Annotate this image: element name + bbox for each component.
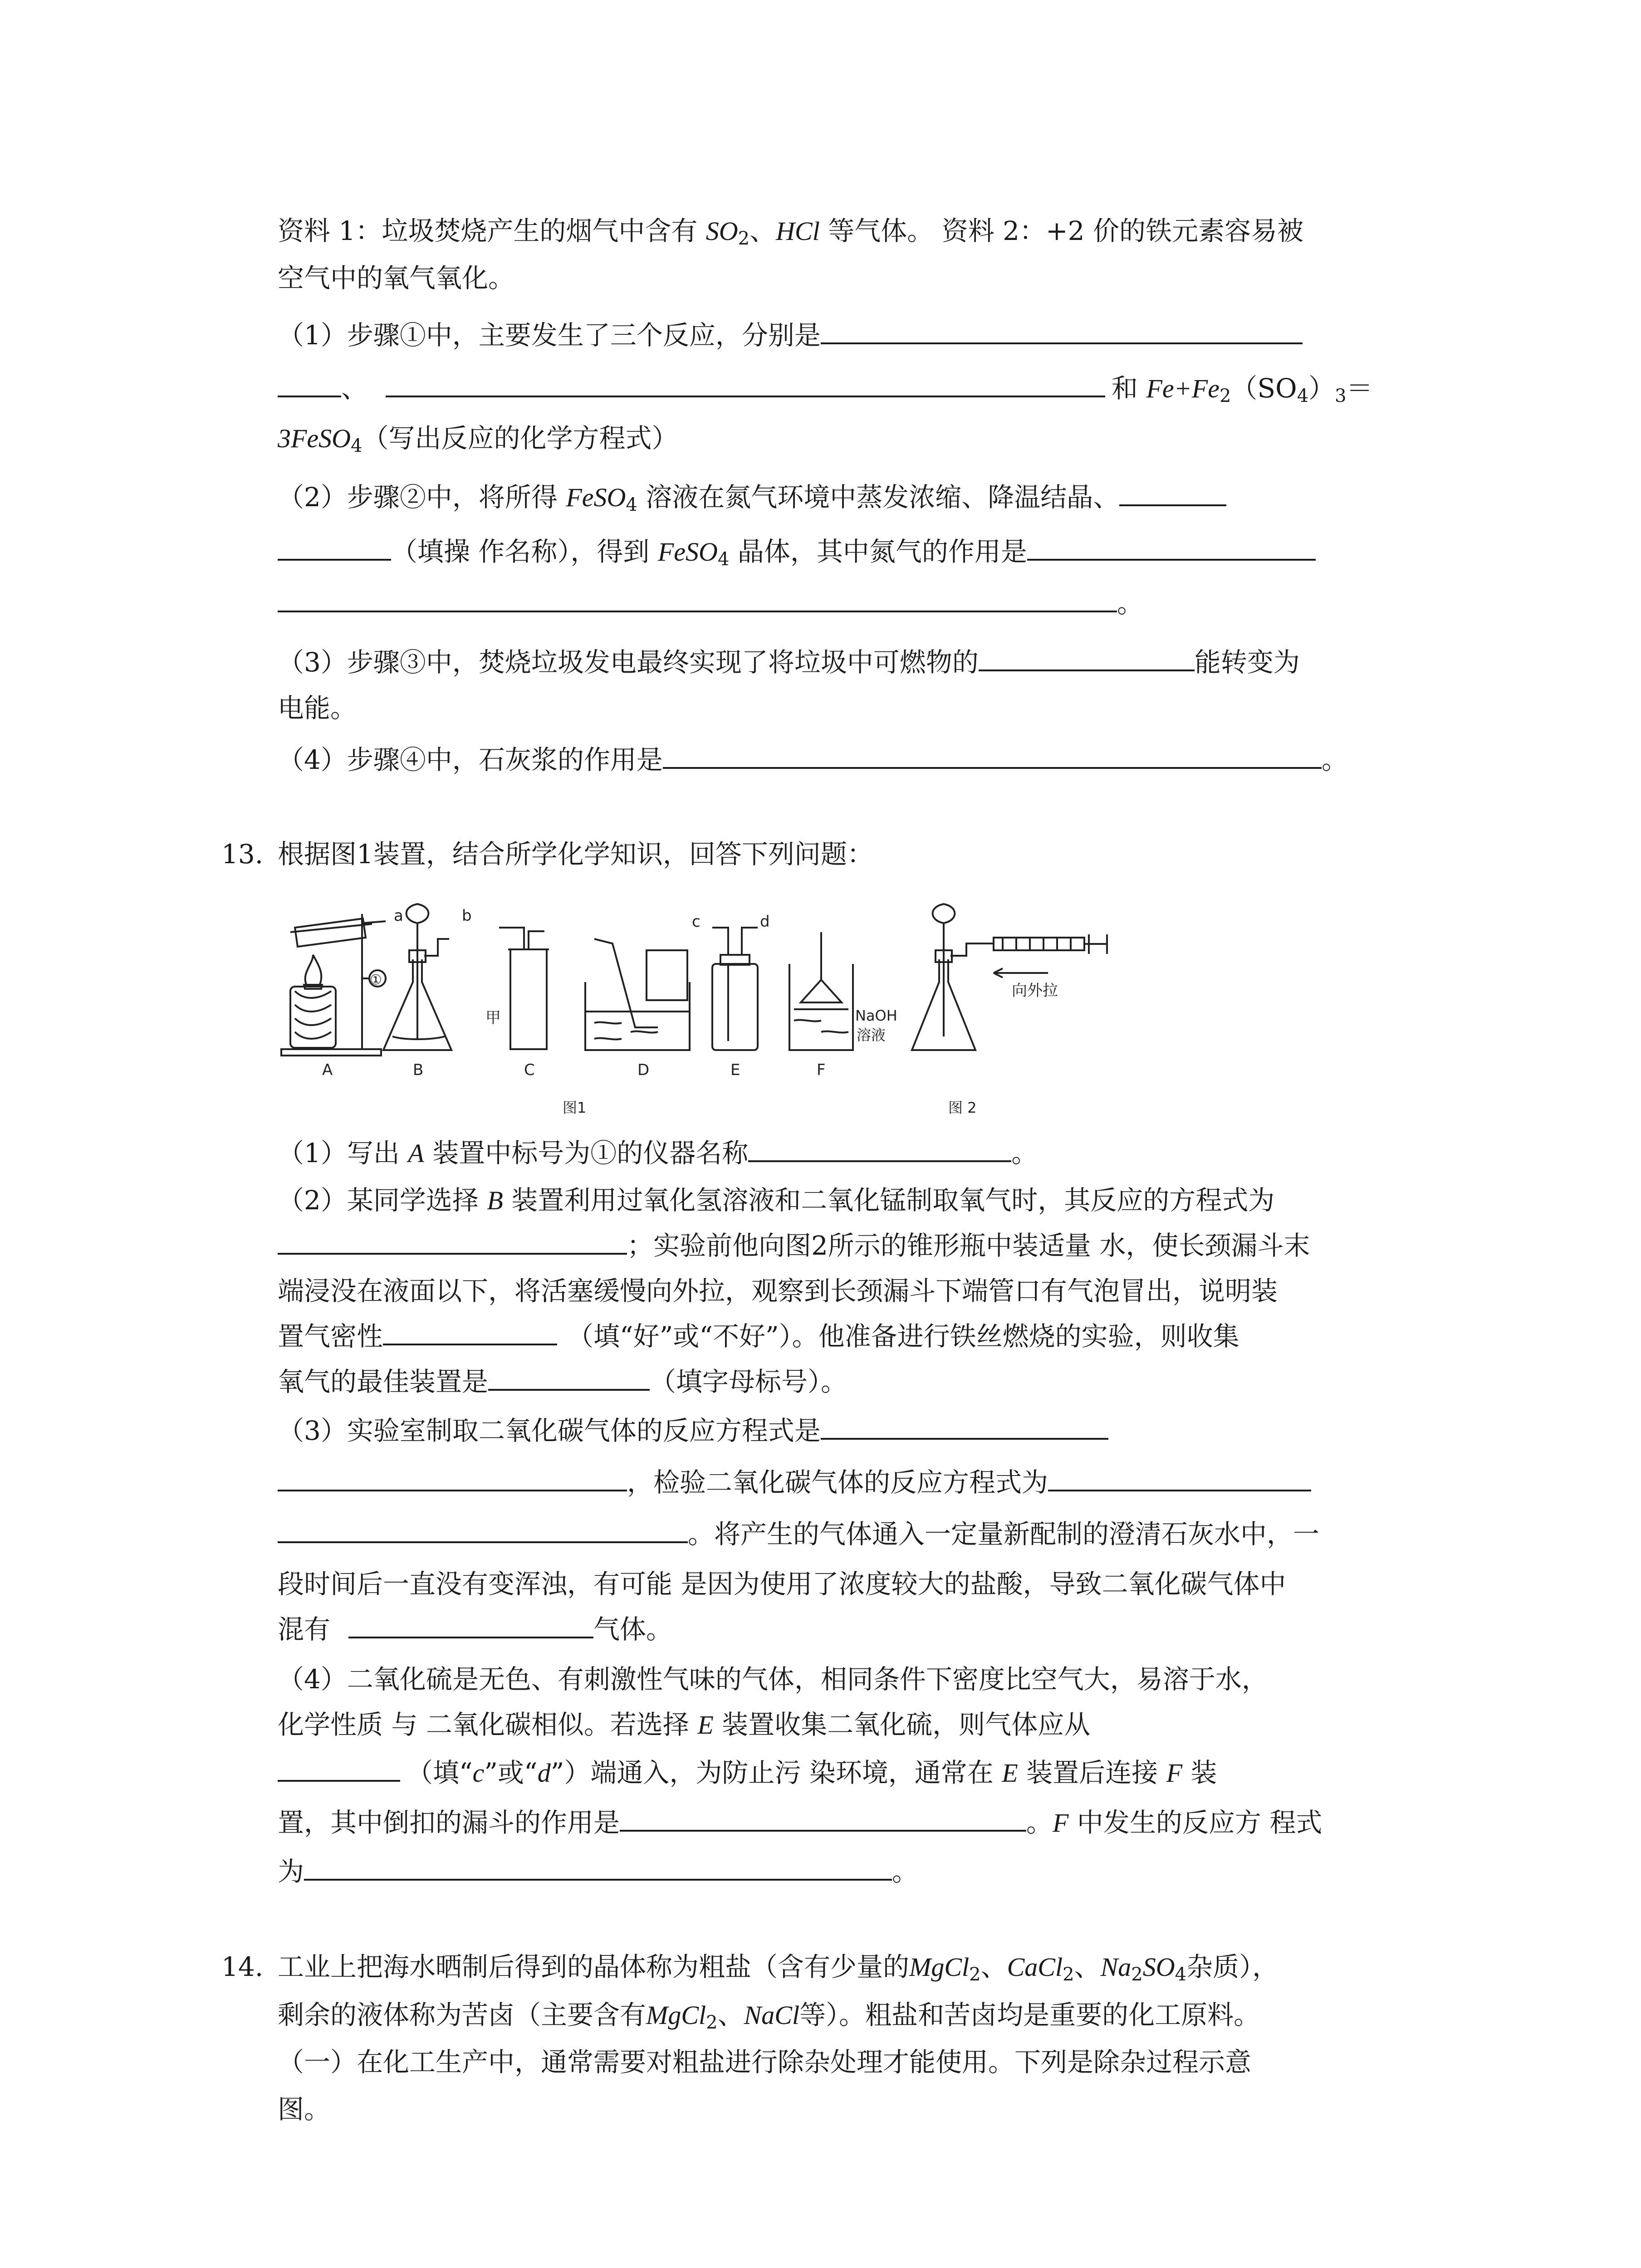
- q12-step2-text: 溶液在氮气环境中蒸发浓缩、降温结晶、: [637, 482, 1120, 513]
- q12-step1-line-3: [278, 417, 678, 459]
- label-b-tube: b: [462, 907, 472, 925]
- label-e: E: [730, 1061, 740, 1079]
- feso4-formula: 3FeSO: [278, 424, 351, 453]
- period: 。: [892, 1856, 919, 1887]
- q12-step3-line-2: 电能。: [278, 693, 357, 723]
- answer-blank[interactable]: [979, 644, 1195, 671]
- subscript: 4: [1297, 386, 1309, 406]
- na2so4-formula: SO: [1142, 1952, 1175, 1982]
- period: 。: [1321, 744, 1348, 775]
- fe-formula: Fe+Fe: [1146, 374, 1220, 403]
- period: 。: [1117, 588, 1144, 619]
- subscript: 2: [706, 2012, 718, 2033]
- q14-text: 剩余的液体称为苦卤（主要含有: [278, 1999, 647, 2030]
- answer-blank[interactable]: [748, 1135, 1011, 1162]
- q14-line-3: （一）在化工生产中，通常需要对粗盐进行除杂处理才能使用。下列是除杂过程示意: [278, 2047, 1252, 2077]
- label-b-ref: B: [487, 1186, 503, 1215]
- q13-intro: 根据图1装置，结合所学化学知识，回答下列问题：: [278, 839, 873, 870]
- q14-text: 杂质），: [1186, 1951, 1279, 1982]
- subscript: 4: [626, 494, 637, 515]
- q13-part3-line-3: [278, 1513, 1319, 1555]
- label-c-tube: c: [692, 913, 700, 931]
- q12-step2-text: （2）步骤②中，将所得: [278, 482, 566, 513]
- q13-part3-line-1: [278, 1410, 1108, 1452]
- separator: 、: [980, 1951, 1007, 1982]
- q13-text: 混有: [278, 1614, 331, 1645]
- q14-text: 等）。粗盐和苦卤均是重要的化工原料。: [799, 1999, 1260, 2030]
- q13-text: ；实验前他向图2所示的锥形瓶中装适量 水，使长颈漏斗末: [627, 1230, 1310, 1261]
- label-a-tube: a: [394, 907, 403, 925]
- equals-sign: ＝: [1346, 373, 1373, 404]
- answer-blank[interactable]: [278, 1516, 688, 1543]
- q14-line-1: [278, 1946, 1279, 1988]
- answer-blank[interactable]: [278, 1464, 627, 1491]
- q13-part4-line-2: [278, 1704, 1090, 1746]
- separator: 、: [717, 1999, 744, 2030]
- q13-text: （填字母标号）。: [650, 1366, 847, 1397]
- answer-blank[interactable]: [1027, 533, 1316, 561]
- label-b: B: [413, 1061, 424, 1079]
- q13-text: （3）实验室制取二氧化碳气体的反应方程式是: [278, 1415, 821, 1446]
- subscript: 2: [1063, 1964, 1074, 1985]
- q13-text: ，检验二氧化碳气体的反应方程式为: [627, 1467, 1048, 1498]
- hcl-formula: HCl: [776, 216, 820, 246]
- fig1-caption: 图1: [563, 1099, 587, 1116]
- subscript: 4: [1175, 1964, 1187, 1985]
- label-solution: 溶液: [857, 1026, 886, 1044]
- label-naoh: NaOH: [855, 1007, 897, 1024]
- answer-blank[interactable]: [278, 1755, 400, 1782]
- apparatus-d: [585, 939, 690, 1050]
- answer-blank[interactable]: [1048, 1464, 1311, 1491]
- label-f-ref: F: [1166, 1758, 1182, 1788]
- period: 。: [1026, 1807, 1053, 1838]
- q13-text: 装置后连接: [1018, 1757, 1166, 1788]
- subscript: 2: [1219, 386, 1231, 406]
- answer-blank[interactable]: [821, 317, 1303, 344]
- label-circle-1: ①: [370, 972, 382, 988]
- note-text: （写出反应的化学方程式）: [362, 423, 678, 454]
- mgcl2-formula: MgCl: [909, 1952, 970, 1982]
- answer-blank[interactable]: [278, 585, 1117, 612]
- separator: 、: [1074, 1951, 1101, 1982]
- label-d-tube: d: [760, 913, 770, 931]
- q13-text: 装置利用过氧化氢溶液和二氧化锰制取氧气时，其反应的方程式为: [503, 1185, 1275, 1216]
- subscript: 3: [1335, 386, 1347, 406]
- fig2-caption: 图 2: [948, 1099, 977, 1116]
- q14-text: 工业上把海水晒制后得到的晶体称为粗盐（含有少量的: [278, 1951, 910, 1982]
- q12-step1-line-1: [278, 314, 1303, 356]
- q12-step2-line-1: [278, 476, 1226, 518]
- apparatus-b: [383, 904, 451, 1050]
- label-f-ref: F: [1053, 1808, 1069, 1838]
- q12-step2-line-2: [278, 531, 1316, 573]
- answer-blank[interactable]: [1119, 479, 1226, 506]
- so2-formula: SO: [705, 216, 738, 246]
- answer-blank[interactable]: [304, 1853, 892, 1881]
- q12-info-text: 等气体。 资料 2：+2 价的铁元素容易被: [819, 215, 1303, 246]
- label-e-ref: E: [1002, 1758, 1018, 1788]
- answer-blank[interactable]: [663, 742, 1322, 769]
- apparatus-c: [499, 928, 549, 1049]
- q13-text: （1）写出: [278, 1138, 408, 1168]
- q12-info-line-1: [278, 210, 1303, 252]
- q12-step4-text: （4）步骤④中，石灰浆的作用是: [278, 744, 663, 775]
- q12-step2-text: 晶体，其中氮气的作用是: [729, 536, 1027, 567]
- apparatus-fig2: [912, 904, 1107, 1050]
- q12-info-line-2: 空气中的氧气氧化。: [278, 263, 515, 293]
- so4-text: （SO: [1231, 373, 1297, 404]
- q13-part2-line-4: [278, 1315, 1239, 1357]
- q12-step2-text: （填操 作名称），得到: [391, 536, 658, 567]
- and-text: 和: [1112, 373, 1146, 404]
- question-number: 14.: [221, 1951, 264, 1982]
- label-d: D: [637, 1061, 650, 1079]
- q12-step3-line-1: [278, 641, 1300, 683]
- q13-part3-line-2: [278, 1461, 1311, 1503]
- apparatus-e: [712, 928, 758, 1050]
- q13-part2-line-1: [278, 1179, 1274, 1222]
- q13-part4-line-3: [278, 1752, 1217, 1794]
- port-d: d: [537, 1758, 551, 1788]
- q13-text: （填“好”或“不好”）。他准备进行铁丝燃烧的实验，则收集: [567, 1321, 1239, 1352]
- q12-step3-text: 能转变为: [1194, 647, 1300, 678]
- q13-text: 置，其中倒扣的漏斗的作用是: [278, 1807, 620, 1838]
- q13-text: 。将产生的气体通入一定量新配制的澄清石灰水中，一: [688, 1519, 1320, 1549]
- q12-step4-line: [278, 739, 1348, 781]
- q13-text: 装: [1182, 1757, 1217, 1788]
- answer-blank[interactable]: [821, 1413, 1108, 1440]
- q14-line-4: 图。: [278, 2094, 331, 2125]
- paren-close: ）: [1308, 373, 1335, 404]
- q13-text: 中发生的反应方 程式: [1068, 1807, 1323, 1838]
- q12-step1-text: （1）步骤①中，主要发生了三个反应，分别是: [278, 320, 821, 351]
- feso4-formula: FeSO: [566, 483, 626, 512]
- label-jia: 甲: [485, 1009, 501, 1027]
- separator: 、: [749, 215, 776, 246]
- label-f: F: [817, 1061, 826, 1079]
- q13-part3-line-4: 段时间后一直没有变浑浊，有可能 是因为使用了浓度较大的盐酸，导致二氧化碳气体中: [278, 1569, 1286, 1599]
- q13-part1: [278, 1132, 1038, 1174]
- subscript: 2: [738, 228, 750, 249]
- separator: 、: [341, 373, 368, 404]
- nacl-formula: NaCl: [744, 2000, 800, 2030]
- subscript: 2: [1131, 1964, 1143, 1985]
- q13-text: （填“: [407, 1757, 473, 1788]
- label-c: C: [524, 1061, 535, 1079]
- q13-text: ”或“: [484, 1757, 538, 1788]
- na2so4-formula: Na: [1100, 1952, 1132, 1982]
- answer-blank[interactable]: [278, 1227, 627, 1255]
- q13-part4-line-4: [278, 1802, 1322, 1844]
- answer-blank[interactable]: [386, 370, 1105, 397]
- q13-text: 装置中标号为①的仪器名称: [424, 1138, 749, 1168]
- label-e-ref: E: [697, 1710, 714, 1740]
- q12-step2-line-3: [278, 582, 1143, 624]
- q13-part4-line-5: [278, 1851, 918, 1892]
- subscript: 2: [969, 1964, 981, 1985]
- apparatus-f: [789, 932, 853, 1050]
- q13-part2-line-3: 端浸没在液面以下，将活塞缓慢向外拉，观察到长颈漏斗下端管口有气泡冒出，说明装: [278, 1276, 1278, 1306]
- port-c: c: [472, 1758, 485, 1788]
- q13-text: 化学性质 与 二氧化碳相似。若选择: [278, 1709, 698, 1740]
- q13-text: 置气密性: [278, 1321, 383, 1352]
- answer-blank[interactable]: [348, 1611, 593, 1638]
- mgcl2-formula: MgCl: [646, 2000, 706, 2030]
- label-a-ref: A: [408, 1139, 424, 1168]
- period: 。: [1011, 1138, 1038, 1168]
- subscript: 4: [717, 549, 730, 570]
- q14-line-2: [278, 1994, 1260, 2036]
- q13-part4-line-1: （4）二氧化硫是无色、有刺激性气味的气体，相同条件下密度比空气大，易溶于水，: [278, 1664, 1268, 1695]
- q12-step1-line-2: [278, 367, 1373, 410]
- label-a: A: [322, 1061, 333, 1079]
- q13-text: ”）端通入，为防止污 染环境，通常在: [550, 1757, 1002, 1788]
- answer-blank[interactable]: [488, 1364, 650, 1391]
- question-number: 13.: [221, 839, 264, 870]
- q13-text: 为: [278, 1856, 304, 1887]
- answer-blank[interactable]: [278, 370, 341, 397]
- answer-blank[interactable]: [278, 533, 391, 561]
- q13-text: （2）某同学选择: [278, 1185, 487, 1216]
- q12-step3-text: （3）步骤③中，焚烧垃圾发电最终实现了将垃圾中可燃物的: [278, 647, 979, 678]
- feso4-formula: FeSO: [657, 537, 718, 567]
- answer-blank[interactable]: [620, 1804, 1026, 1832]
- q13-text: 气体。: [593, 1614, 673, 1645]
- answer-blank[interactable]: [383, 1318, 557, 1345]
- label-pull-outward: 向外拉: [1012, 982, 1058, 1000]
- q13-text: 装置收集二氧化硫，则气体应从: [713, 1709, 1091, 1740]
- q13-part2-line-5: [278, 1361, 847, 1403]
- q13-part3-line-5: [278, 1608, 672, 1650]
- q13-part2-line-2: [278, 1225, 1310, 1266]
- q13-text: 氧气的最佳装置是: [278, 1366, 489, 1397]
- apparatus-figure: [277, 896, 1125, 1123]
- cacl2-formula: CaCl: [1007, 1952, 1063, 1982]
- q12-info-text: 资料 1：垃圾焚烧产生的烟气中含有: [278, 215, 706, 246]
- subscript: 4: [351, 435, 362, 456]
